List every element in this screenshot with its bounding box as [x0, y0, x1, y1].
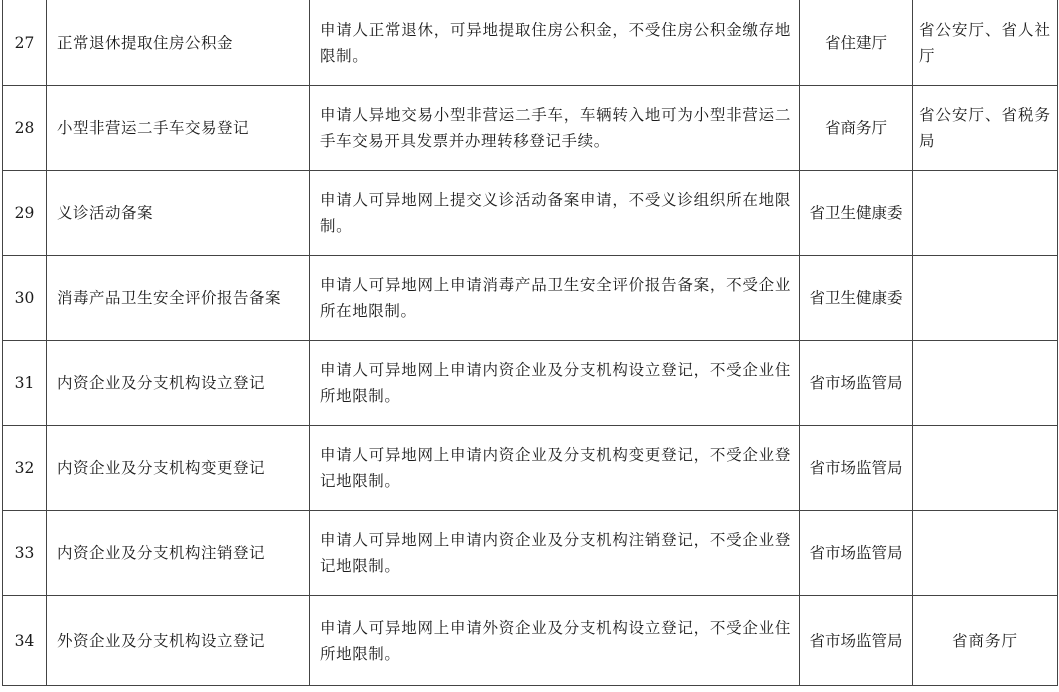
- matter-name: 小型非营运二手车交易登记: [47, 86, 310, 171]
- matter-description: 申请人异地交易小型非营运二手车，车辆转入地可为小型非营运二手车交易开具发票并办理转移登记手续。: [310, 86, 800, 171]
- lead-department: 省卫生健康委: [800, 256, 913, 341]
- table-row: [3, 256, 1058, 341]
- table-row: [3, 341, 1058, 426]
- lead-department: 省市场监管局: [800, 596, 913, 686]
- row-number: 33: [3, 511, 47, 596]
- table-row: [3, 596, 1058, 686]
- cooperating-departments: 省公安厅、省税务局: [913, 86, 1058, 171]
- row-number: 30: [3, 256, 47, 341]
- lead-department: 省市场监管局: [800, 341, 913, 426]
- lead-department: 省住建厅: [800, 0, 913, 86]
- matter-description: 申请人可异地网上申请内资企业及分支机构设立登记，不受企业住所地限制。: [310, 341, 800, 426]
- lead-department: 省卫生健康委: [800, 171, 913, 256]
- cooperating-departments: 省商务厅: [913, 596, 1058, 686]
- matter-description: 申请人可异地网上申请内资企业及分支机构变更登记，不受企业登记地限制。: [310, 426, 800, 511]
- cooperating-departments: [913, 426, 1058, 511]
- matter-description: 申请人可异地网上申请消毒产品卫生安全评价报告备案，不受企业所在地限制。: [310, 256, 800, 341]
- matter-name: 内资企业及分支机构注销登记: [47, 511, 310, 596]
- row-number: 31: [3, 341, 47, 426]
- table-row: [3, 86, 1058, 171]
- cooperating-departments: [913, 511, 1058, 596]
- row-number: 34: [3, 596, 47, 686]
- lead-department: 省市场监管局: [800, 511, 913, 596]
- row-number: 32: [3, 426, 47, 511]
- matter-name: 义诊活动备案: [47, 171, 310, 256]
- table-row: [3, 0, 1058, 86]
- cooperating-departments: [913, 256, 1058, 341]
- matter-description: 申请人可异地网上申请内资企业及分支机构注销登记，不受企业登记地限制。: [310, 511, 800, 596]
- lead-department: 省市场监管局: [800, 426, 913, 511]
- matters-table: [2, 0, 1058, 686]
- matter-description: 申请人可异地网上申请外资企业及分支机构设立登记，不受企业住所地限制。: [310, 596, 800, 686]
- matter-name: 消毒产品卫生安全评价报告备案: [47, 256, 310, 341]
- matter-name: 正常退休提取住房公积金: [47, 0, 310, 86]
- matter-name: 内资企业及分支机构设立登记: [47, 341, 310, 426]
- row-number: 27: [3, 0, 47, 86]
- table-row: [3, 426, 1058, 511]
- cooperating-departments: 省公安厅、省人社厅: [913, 0, 1058, 86]
- matter-name: 内资企业及分支机构变更登记: [47, 426, 310, 511]
- matter-name: 外资企业及分支机构设立登记: [47, 596, 310, 686]
- row-number: 29: [3, 171, 47, 256]
- row-number: 28: [3, 86, 47, 171]
- lead-department: 省商务厅: [800, 86, 913, 171]
- table-row: [3, 511, 1058, 596]
- table-row: [3, 171, 1058, 256]
- matter-description: 申请人正常退休，可异地提取住房公积金，不受住房公积金缴存地限制。: [310, 0, 800, 86]
- cooperating-departments: [913, 171, 1058, 256]
- matter-description: 申请人可异地网上提交义诊活动备案申请，不受义诊组织所在地限制。: [310, 171, 800, 256]
- cooperating-departments: [913, 341, 1058, 426]
